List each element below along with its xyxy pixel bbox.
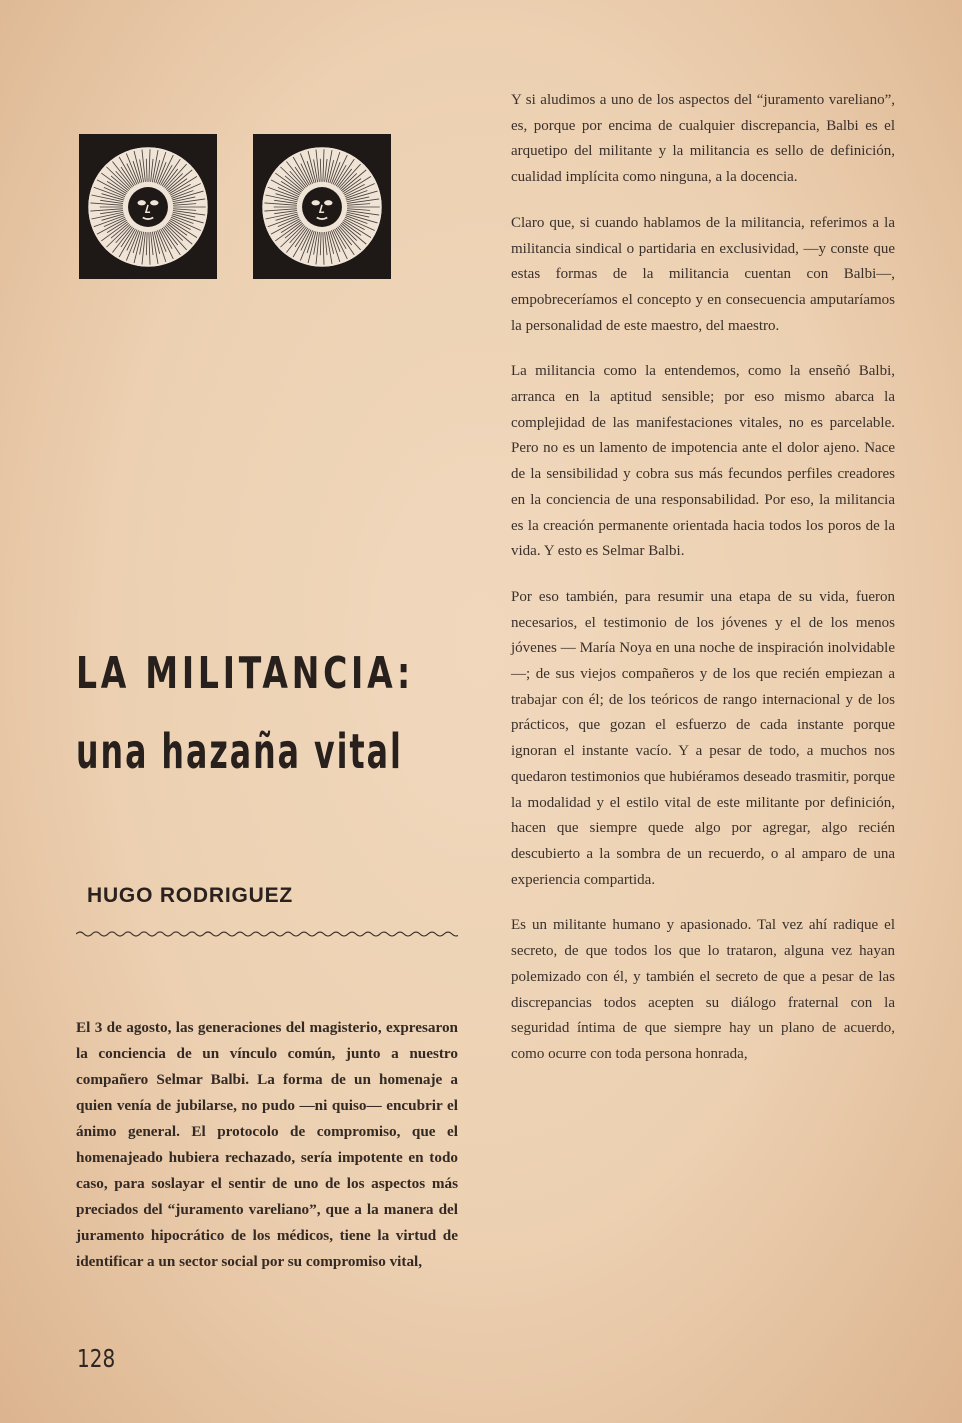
article-title-line-2: una hazaña vital (76, 724, 403, 780)
paragraph: Es un militante humano y apasionado. Tal vez ahí radique el secreto, de que todos los que lo trataron, alguna vez hayan polemizado con él, y también el secreto de que a pesar de las discrepancias todos acepten su diálogo fraternal con la seguridad íntima de que siempre hay un plano de acuerdo, como ocurre con toda persona honrada, (511, 917, 895, 1062)
paragraph: La militancia como la entendemos, como la enseñó Balbi, arranca en la aptitud sensible; por eso mismo abarca la complejidad de las manifestaciones vitales, no es parcelable. Pero no es un lamento de impotencia ante el dolor ajeno. Nace de la sensibilidad y cobra sus más fecundos perfiles creadores en la conciencia de una responsabilidad. Por eso, la militancia es la creación permanente orientada hacia todos los poros de la vida. Y esto es Selmar Balbi. (511, 363, 895, 560)
paragraph: Por eso también, para resumir una etapa de su vida, fueron necesarios, el testimonio de los jóvenes y el de los menos jóvenes — María Noya en una noche de inspiración inolvidable—; de sus viejos compañeros y de los que recién empiezan a trabajar con él; de los teóricos de rango internacional y de los prácticos, que gozan el esfuerzo de cada instante porque ignoran el instante vacío. Y a pesar de todo, a muchos nos quedaron testimonios que hubiéramos deseado trasmitir, porque la modalidad y el estilo vital de este militante por definición, hacen que siempre quede algo por agregar, algo recién descubierto a la sombra de un recuerdo, o al amparo de una experiencia compartida. (511, 588, 895, 888)
wavy-divider (76, 928, 458, 940)
page-number: 128 (77, 1344, 116, 1373)
left-column-text: El 3 de agosto, las generaciones del magisterio, expresaron la conciencia de un vínculo común, junto a nuestro compañero Selmar Balbi. La forma de un homenaje a quien venía de jubilarse, no pudo —ni quiso— encubrir el ánimo general. El protocolo de compromiso, que el homenajeado hubiera rechazado, sería impotente en todo caso, para soslayar el sentir de uno de los aspectos más preciados del “juramento vareliano”, que a la manera del juramento hipocrático de los médicos, tiene la virtud de identificar a un sector social por su compromiso vital, (76, 1019, 458, 1270)
paragraph: Y si aludimos a uno de los aspectos del “juramento vareliano”, es, porque por encima de cualquier discrepancia, Balbi es el arquetipo del militante y la militancia es sello de definición, cualidad implícita como ninguna, a la docencia. (511, 92, 895, 186)
sun-face-illustration-left (79, 134, 217, 279)
paragraph: Claro que, si cuando hablamos de la militancia, referimos a la militancia sindical o partidaria en exclusividad, —y conste que estas formas de la militancia cuentan con Balbi—, empobreceríamos el concepto y en consecuencia amputaríamos la personalidad de este maestro, del maestro. (511, 214, 895, 334)
sun-face-illustration-right (253, 134, 391, 279)
sun-face-icon (259, 144, 385, 270)
sun-face-icon (85, 144, 211, 270)
right-column (511, 88, 895, 1088)
author-byline: HUGO RODRIGUEZ (87, 884, 294, 907)
article-title-line-1: LA MILITANCIA: (76, 648, 414, 699)
